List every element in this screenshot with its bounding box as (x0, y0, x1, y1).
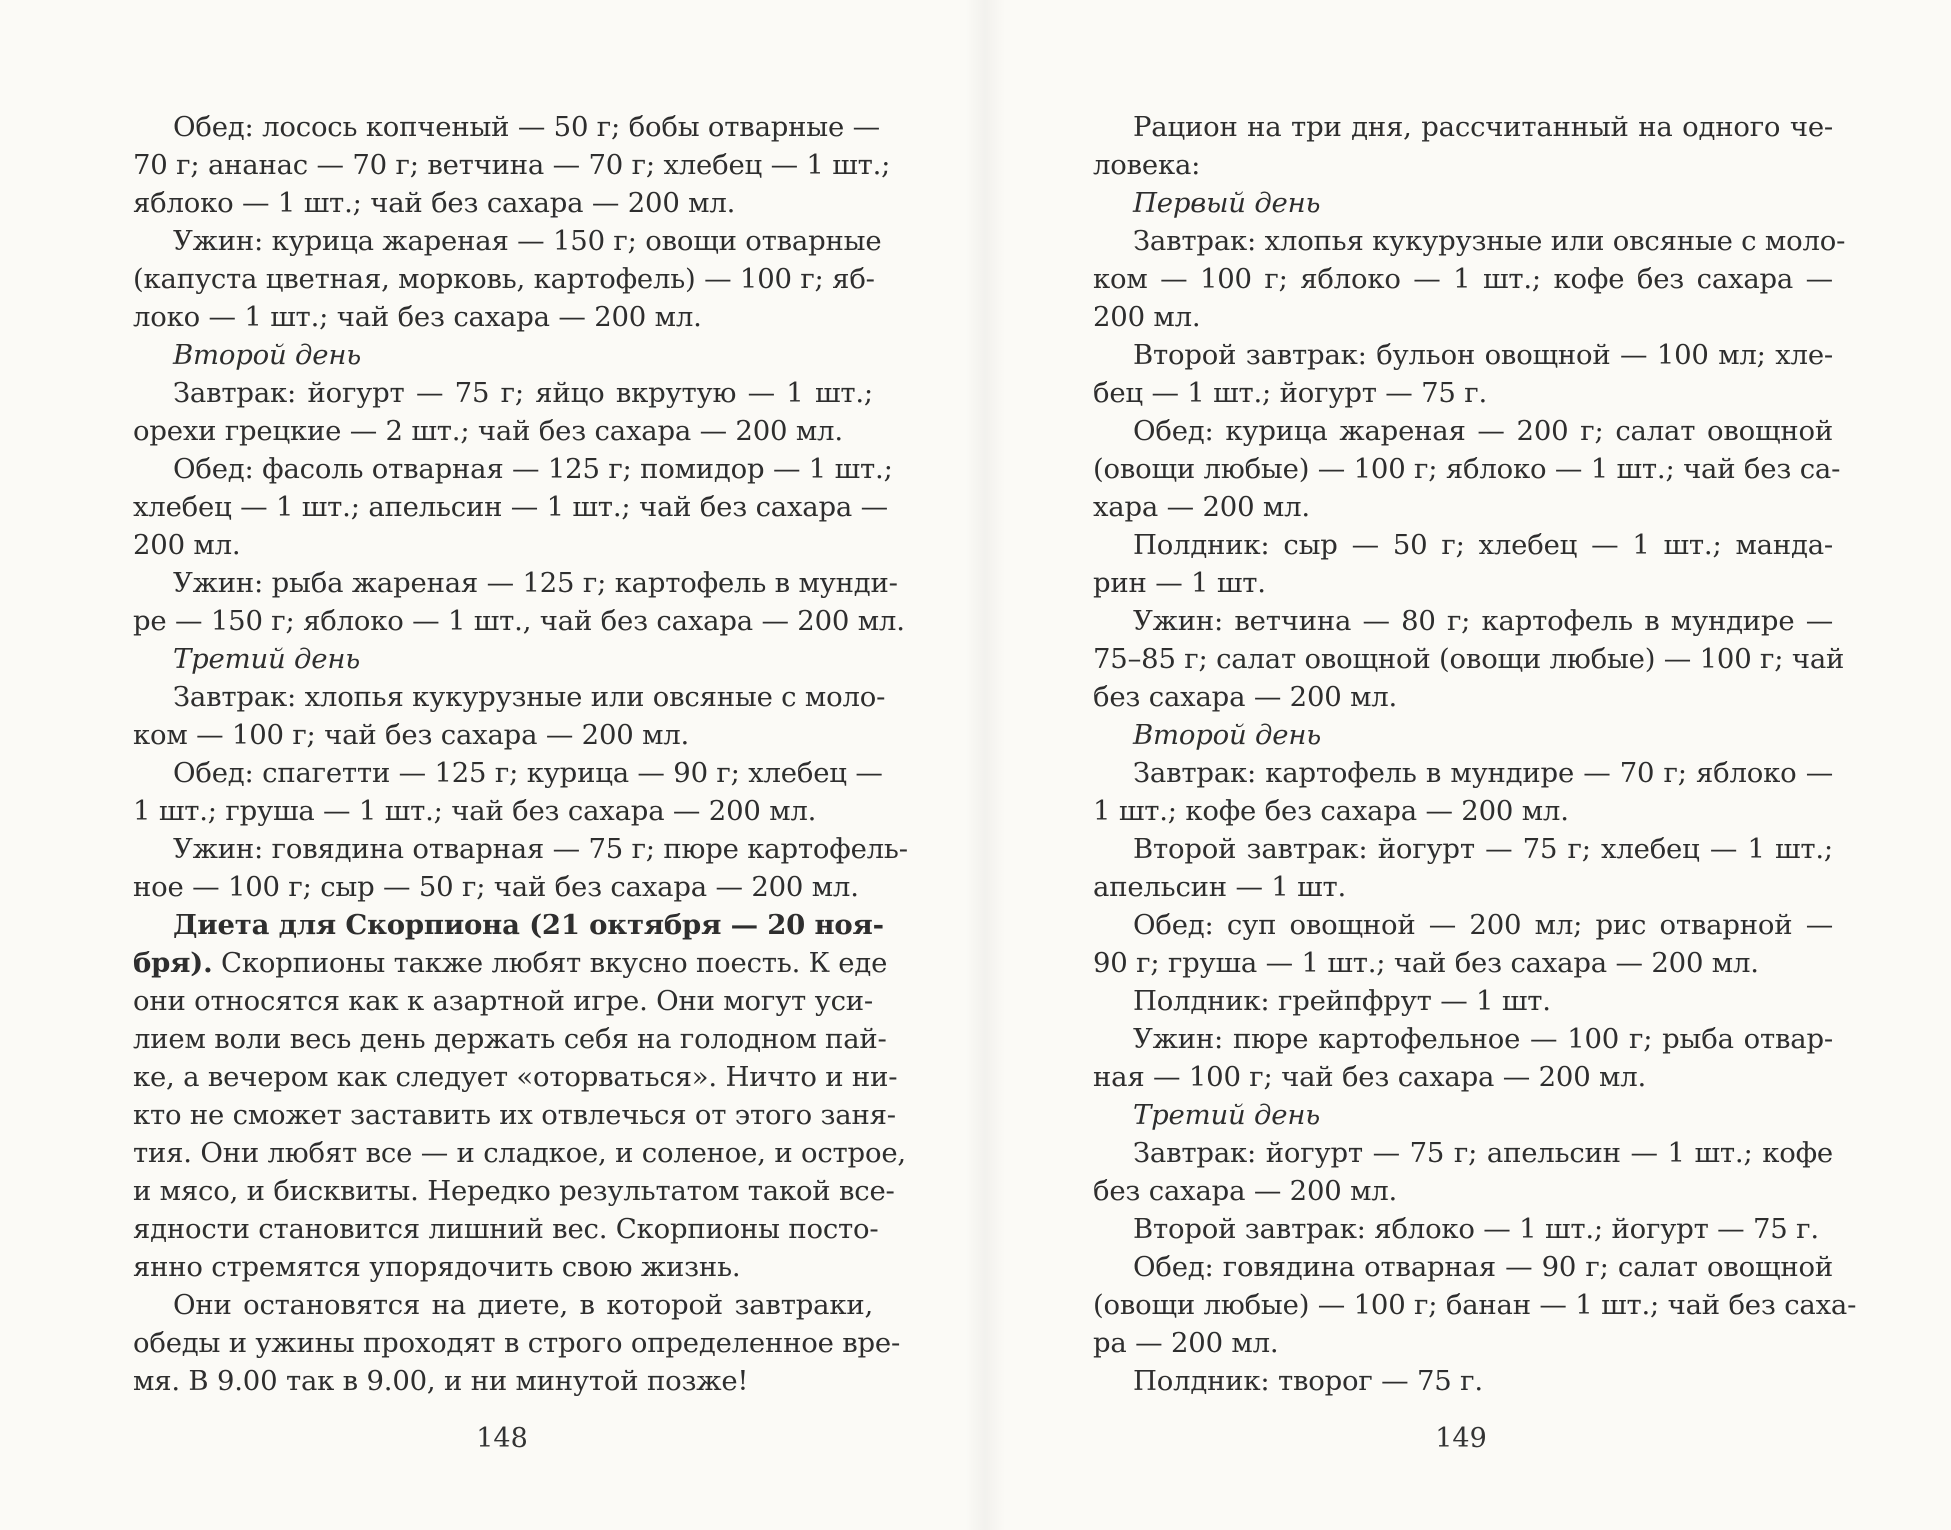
text-line (1093, 944, 1833, 982)
line-text: Ужин: пюре картофельное — 100 г; рыба отвар- (1133, 1023, 1833, 1055)
left-page-text (133, 108, 908, 1400)
line-text: 90 г; груша — 1 шт.; чай без сахара — 200 мл. (1093, 947, 1759, 979)
text-line (1093, 640, 1845, 678)
line-text: мя. В 9.00 так в 9.00, и ни минутой позже! (133, 1365, 749, 1397)
page-number-left: 148 (476, 1423, 528, 1454)
text-line (133, 792, 873, 830)
text-line (133, 222, 882, 260)
text-line (133, 450, 893, 488)
section-heading (1093, 716, 1833, 754)
line-text: Первый день (1133, 187, 1321, 219)
text-line (1093, 564, 1833, 602)
text-line (133, 298, 873, 336)
line-text: Третий день (1133, 1099, 1321, 1131)
line-text: ре — 150 г; яблоко — 1 шт., чай без сахара — 200 мл. (133, 605, 905, 637)
line-text: апельсин — 1 шт. (1093, 871, 1347, 903)
text-line (133, 1134, 906, 1172)
line-text: Третий день (173, 643, 361, 675)
line-text: 1 шт.; груша — 1 шт.; чай без сахара — 200 мл. (133, 795, 817, 827)
line-text: Завтрак: хлопья кукурузные или овсяные с моло- (1133, 225, 1846, 257)
text-line (1093, 906, 1833, 944)
line-text: яблоко — 1 шт.; чай без сахара — 200 мл. (133, 187, 736, 219)
section-heading (1093, 1096, 1833, 1134)
text-line (133, 1248, 873, 1286)
text-line (133, 1286, 873, 1324)
text-line (133, 488, 888, 526)
text-line (1093, 1362, 1833, 1400)
line-text: янно стремятся упорядочить свою жизнь. (133, 1251, 741, 1283)
page-number-right: 149 (1435, 1423, 1487, 1454)
line-text: ловека: (1093, 149, 1201, 181)
line-text: Второй день (1133, 719, 1322, 751)
text-line (133, 868, 873, 906)
text-line (1093, 982, 1833, 1020)
text-line (133, 982, 873, 1020)
line-text: Обед: курица жареная — 200 г; салат овощной (1133, 415, 1833, 447)
line-text: обеды и ужины проходят в строго определенное вре- (133, 1327, 901, 1359)
text-line (133, 716, 873, 754)
line-text: Рацион на три дня, рассчитанный на одного че- (1133, 111, 1833, 143)
text-line (133, 602, 905, 640)
text-line (1093, 678, 1833, 716)
line-text: без сахара — 200 мл. (1093, 681, 1398, 713)
text-line (133, 906, 884, 944)
text-line (133, 108, 880, 146)
line-text: ное — 100 г; сыр — 50 г; чай без сахара — 200 мл. (133, 871, 859, 903)
text-line (1093, 1324, 1833, 1362)
line-text: Полдник: грейпфрут — 1 шт. (1133, 985, 1551, 1017)
text-line (133, 564, 898, 602)
line-text: рин — 1 шт. (1093, 567, 1266, 599)
line-text: Ужин: ветчина — 80 г; картофель в мундире — (1133, 605, 1833, 637)
text-line (1093, 298, 1833, 336)
line-text: ная — 100 г; чай без сахара — 200 мл. (1093, 1061, 1647, 1093)
line-text: Второй завтрак: яблоко — 1 шт.; йогурт — 75 г. (1133, 1213, 1819, 1245)
text-line (133, 260, 873, 298)
text-line (1093, 488, 1833, 526)
text-line (1093, 108, 1833, 146)
text-line (1093, 1134, 1833, 1172)
line-text: кто не сможет заставить их отвлечься от этого заня- (133, 1099, 896, 1131)
section-heading (133, 640, 873, 678)
section-heading (133, 336, 873, 374)
text-line (133, 184, 873, 222)
text-line (133, 1210, 879, 1248)
line-text: Обед: фасоль отварная — 125 г; помидор — 1 шт.; (173, 453, 893, 485)
bold-heading: Диета для Скорпиона (21 октября — 20 ноя- (173, 909, 884, 941)
line-text: тия. Они любят все — и сладкое, и соленое, и острое, (133, 1137, 906, 1169)
text-line (1093, 830, 1833, 868)
text-line (133, 754, 883, 792)
line-text: ра — 200 мл. (1093, 1327, 1279, 1359)
line-text: Они остановятся на диете, в которой завтраки, (173, 1289, 873, 1321)
line-text: Завтрак: хлопья кукурузные или овсяные с моло- (173, 681, 886, 713)
line-text: бец — 1 шт.; йогурт — 75 г. (1093, 377, 1488, 409)
text-line (1093, 336, 1833, 374)
line-text: 1 шт.; кофе без сахара — 200 мл. (1093, 795, 1569, 827)
line-text: Скорпионы также любят вкусно поесть. К еде (212, 947, 888, 979)
text-line (1093, 222, 1846, 260)
right-page-text (1093, 108, 1857, 1400)
text-line (133, 678, 886, 716)
line-text: орехи грецкие — 2 шт.; чай без сахара — 200 мл. (133, 415, 843, 447)
text-line (1093, 792, 1833, 830)
line-text: Полдник: сыр — 50 г; хлебец — 1 шт.; манда- (1133, 529, 1833, 561)
section-heading (1093, 184, 1833, 222)
line-text: 200 мл. (133, 529, 241, 561)
line-text: Ужин: говядина отварная — 75 г; пюре картофель- (173, 833, 908, 865)
text-line (1093, 1172, 1833, 1210)
line-text: хлебец — 1 шт.; апельсин — 1 шт.; чай без сахара — (133, 491, 888, 523)
text-line (133, 412, 873, 450)
text-line (1093, 450, 1841, 488)
line-text: (овощи любые) — 100 г; яблоко — 1 шт.; чай без са- (1093, 453, 1841, 485)
text-line (133, 526, 873, 564)
book-gutter (965, 0, 1005, 1530)
text-line (1093, 374, 1833, 412)
text-line (1093, 602, 1833, 640)
text-line (133, 1172, 895, 1210)
text-line (1093, 1286, 1857, 1324)
text-line (1093, 1210, 1833, 1248)
text-line (133, 830, 908, 868)
line-text: (овощи любые) — 100 г; банан — 1 шт.; чай без саха- (1093, 1289, 1857, 1321)
line-text: Второй завтрак: бульон овощной — 100 мл; хле- (1133, 339, 1833, 371)
text-line (1093, 1020, 1833, 1058)
line-text: локо — 1 шт.; чай без сахара — 200 мл. (133, 301, 702, 333)
line-text: Обед: лосось копченый — 50 г; бобы отварные — (173, 111, 880, 143)
line-text: без сахара — 200 мл. (1093, 1175, 1398, 1207)
line-text: лием воли весь день держать себя на голодном пай- (133, 1023, 887, 1055)
line-text: ком — 100 г; яблоко — 1 шт.; кофе без сахара — (1093, 263, 1833, 295)
line-text: ке, а вечером как следует «оторваться». Ничто и ни- (133, 1061, 898, 1093)
line-text: Завтрак: йогурт — 75 г; апельсин — 1 шт.; кофе (1133, 1137, 1833, 1169)
text-line (1093, 754, 1833, 792)
text-line (133, 1096, 896, 1134)
text-line (1093, 412, 1833, 450)
line-text: и мясо, и бисквиты. Нередко результатом такой все- (133, 1175, 895, 1207)
line-text: Ужин: курица жареная — 150 г; овощи отварные (173, 225, 882, 257)
text-line (133, 944, 888, 982)
line-text: хара — 200 мл. (1093, 491, 1310, 523)
text-line (133, 1362, 873, 1400)
line-text: Завтрак: картофель в мундире — 70 г; яблоко — (1133, 757, 1833, 789)
line-text: они относятся как к азартной игре. Они могут уси- (133, 985, 874, 1017)
line-text: ядности становится лишний вес. Скорпионы посто- (133, 1213, 879, 1245)
line-text: Второй завтрак: йогурт — 75 г; хлебец — 1 шт.; (1133, 833, 1833, 865)
line-text: Обед: спагетти — 125 г; курица — 90 г; хлебец — (173, 757, 883, 789)
text-line (133, 1058, 898, 1096)
line-text: Завтрак: йогурт — 75 г; яйцо вкрутую — 1 шт.; (173, 377, 873, 409)
text-line (1093, 146, 1833, 184)
text-line (133, 374, 873, 412)
line-text: 75–85 г; салат овощной (овощи любые) — 100 г; чай (1093, 643, 1845, 675)
bold-heading: бря). (133, 947, 213, 979)
text-line (1093, 1248, 1833, 1286)
line-text: Обед: говядина отварная — 90 г; салат овощной (1133, 1251, 1833, 1283)
line-text: Второй день (173, 339, 362, 371)
line-text: ком — 100 г; чай без сахара — 200 мл. (133, 719, 690, 751)
line-text: 200 мл. (1093, 301, 1201, 333)
text-line (133, 146, 891, 184)
line-text: Обед: суп овощной — 200 мл; рис отварной — (1133, 909, 1833, 941)
text-line (133, 1020, 887, 1058)
text-line (1093, 1058, 1833, 1096)
line-text: Полдник: творог — 75 г. (1133, 1365, 1483, 1397)
line-text: (капуста цветная, морковь, картофель) — 100 г; яб- (133, 263, 875, 295)
text-line (1093, 526, 1833, 564)
line-text: 70 г; ананас — 70 г; ветчина — 70 г; хлебец — 1 шт.; (133, 149, 891, 181)
text-line (1093, 260, 1833, 298)
text-line (133, 1324, 901, 1362)
text-line (1093, 868, 1833, 906)
line-text: Ужин: рыба жареная — 125 г; картофель в мунди- (173, 567, 898, 599)
